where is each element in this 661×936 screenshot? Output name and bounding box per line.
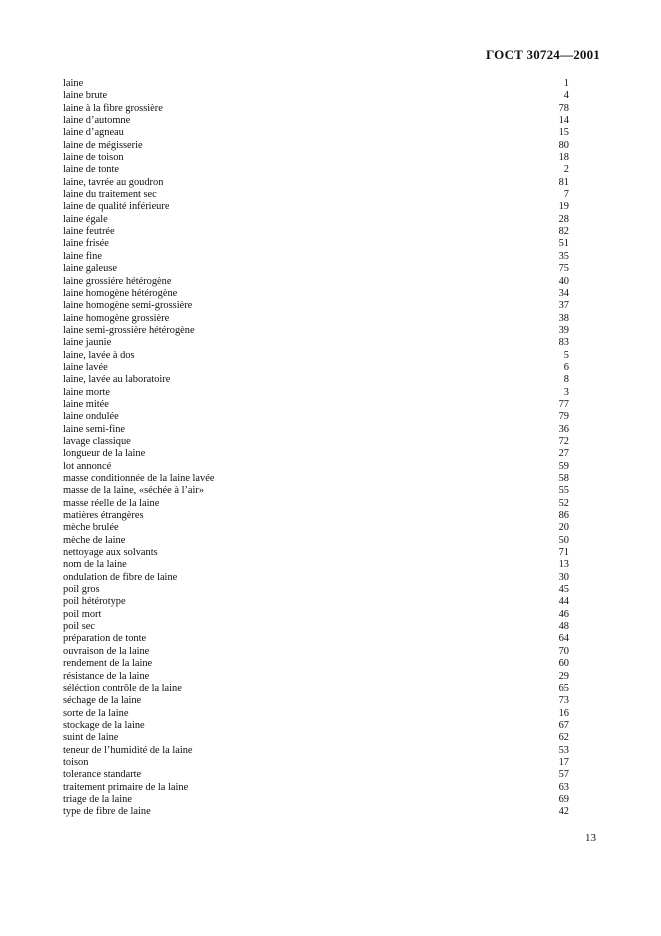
- index-term-number: 36: [558, 423, 569, 435]
- index-entry: [63, 448, 569, 460]
- index-term-number: 71: [558, 547, 569, 559]
- index-entry: [63, 362, 569, 374]
- index-term-number: 16: [558, 707, 569, 719]
- index-term: laine, lavée au laboratoire: [63, 374, 171, 386]
- index-term: séchage de la laine: [63, 695, 142, 707]
- index-term-number: 44: [558, 596, 569, 608]
- index-entry: [63, 374, 569, 386]
- index-entry: [63, 424, 569, 436]
- index-term: laine d’automne: [63, 115, 131, 127]
- term-index-list: [63, 78, 569, 819]
- index-term: poil sec: [63, 621, 96, 633]
- index-term: préparation de tonte: [63, 633, 147, 645]
- index-term-number: 39: [558, 324, 569, 336]
- index-term-number: 83: [558, 337, 569, 349]
- index-term-number: 1: [563, 78, 569, 89]
- index-term: laine de qualité inférieure: [63, 201, 170, 213]
- index-term-number: 58: [558, 473, 569, 484]
- index-entry: [63, 596, 569, 608]
- index-entry: [63, 127, 569, 139]
- index-term-number: 37: [558, 300, 569, 312]
- index-term: lavage classique: [63, 435, 131, 447]
- index-entry: [63, 658, 569, 670]
- index-entry: [63, 720, 569, 732]
- index-entry: [63, 313, 569, 325]
- index-term: laine grossiére hétérogène: [63, 275, 172, 287]
- index-entry: [63, 621, 569, 633]
- index-entry: [63, 140, 569, 152]
- index-entry: [63, 547, 569, 559]
- index-entry: [63, 745, 569, 757]
- index-term-number: 29: [558, 670, 569, 682]
- index-term-number: 40: [558, 275, 569, 287]
- page-number: 13: [585, 832, 596, 844]
- index-term-number: 38: [558, 312, 569, 324]
- index-term: laine fine: [63, 250, 102, 262]
- index-entry: [63, 646, 569, 658]
- index-term-number: 30: [558, 571, 569, 583]
- index-term-number: 73: [558, 695, 569, 707]
- index-entry: [63, 201, 569, 213]
- index-term: ouvraison de la laine: [63, 645, 150, 657]
- index-term-number: 69: [558, 793, 569, 805]
- index-term-number: 79: [558, 411, 569, 423]
- index-entry: [63, 78, 569, 90]
- index-entry: [63, 584, 569, 596]
- index-term-number: 28: [558, 213, 569, 225]
- index-term: masse conditionnée de la laine lavée: [63, 473, 215, 484]
- index-entry: [63, 708, 569, 720]
- index-term: laine à la fibre grossière: [63, 102, 163, 114]
- index-term-number: 63: [558, 781, 569, 793]
- index-entry: [63, 510, 569, 522]
- index-entry: [63, 226, 569, 238]
- index-term-number: 52: [558, 497, 569, 509]
- index-term: laine semi-grossière hétérogène: [63, 324, 195, 336]
- index-term-number: 53: [558, 744, 569, 756]
- index-term-number: 34: [558, 287, 569, 299]
- index-term: laine homogène grossière: [63, 312, 170, 324]
- index-term-number: 48: [558, 621, 569, 633]
- index-term: traitement primaire de la laine: [63, 781, 189, 793]
- index-term-number: 82: [558, 226, 569, 238]
- index-entry: [63, 485, 569, 497]
- index-term: poil mort: [63, 608, 102, 620]
- index-term: laine de tonte: [63, 164, 119, 176]
- index-entry: [63, 251, 569, 263]
- document-header: ГОСТ 30724—2001: [485, 47, 600, 62]
- index-term: laine brute: [63, 90, 108, 102]
- index-term-number: 60: [558, 658, 569, 670]
- index-term: laine morte: [63, 386, 111, 398]
- index-term-number: 2: [563, 164, 569, 176]
- index-entry: [63, 473, 569, 485]
- index-entry: [63, 189, 569, 201]
- index-entry: [63, 387, 569, 399]
- index-entry: [63, 288, 569, 300]
- index-term-number: 75: [558, 263, 569, 275]
- index-entry: [63, 757, 569, 769]
- index-term-number: 17: [558, 756, 569, 768]
- index-term-number: 59: [558, 460, 569, 472]
- index-term-number: 81: [558, 176, 569, 188]
- index-entry: [63, 152, 569, 164]
- index-term-number: 77: [558, 398, 569, 410]
- index-entry: [63, 90, 569, 102]
- index-entry: [63, 411, 569, 423]
- index-entry: [63, 732, 569, 744]
- index-entry: [63, 683, 569, 695]
- index-entry: [63, 436, 569, 448]
- index-term-number: 18: [558, 152, 569, 164]
- index-term: poil hétérotype: [63, 596, 126, 608]
- index-term-number: 78: [558, 102, 569, 114]
- index-term: laine semi-fine: [63, 423, 126, 435]
- index-term-number: 19: [558, 201, 569, 213]
- index-term-number: 57: [558, 769, 569, 781]
- index-term: résistance de la laine: [63, 670, 150, 682]
- index-term: laine homogène hétérogène: [63, 287, 178, 299]
- index-term: laine mitée: [63, 398, 109, 410]
- index-term: laine frisée: [63, 238, 109, 250]
- index-term-number: 65: [558, 682, 569, 694]
- index-term: laine du traitement sec: [63, 189, 157, 201]
- index-entry: [63, 263, 569, 275]
- index-term: séléction contrôle de la laine: [63, 682, 182, 694]
- index-entry: [63, 276, 569, 288]
- index-term-number: 70: [558, 645, 569, 657]
- index-entry: [63, 177, 569, 189]
- index-entry: [63, 559, 569, 571]
- index-term: laine ondulée: [63, 411, 119, 423]
- index-entry: [63, 325, 569, 337]
- index-term: masse réelle de la laine: [63, 497, 160, 509]
- index-entry: [63, 806, 569, 818]
- index-term: nettoyage aux solvants: [63, 547, 158, 559]
- index-entry: [63, 633, 569, 645]
- index-term-number: 8: [563, 374, 569, 386]
- index-term-number: 62: [558, 732, 569, 744]
- index-term-number: 20: [558, 522, 569, 534]
- index-term-number: 42: [558, 806, 569, 818]
- index-term: longueur de la laine: [63, 448, 146, 460]
- index-entry: [63, 498, 569, 510]
- index-term-number: 86: [558, 510, 569, 522]
- index-term-number: 50: [558, 534, 569, 546]
- index-term: mèche de laine: [63, 534, 126, 546]
- index-term: mèche brulée: [63, 522, 119, 534]
- index-term: tolerance standarte: [63, 769, 142, 781]
- index-term: laine de toison: [63, 152, 124, 164]
- index-term: masse de la laine, «séchée à l’air»: [63, 485, 205, 497]
- index-entry: [63, 572, 569, 584]
- index-entry: [63, 115, 569, 127]
- index-term: laine, tavrée au goudron: [63, 176, 164, 188]
- index-term: teneur de l’humidité de la laine: [63, 744, 193, 756]
- index-entry: [63, 164, 569, 176]
- index-term: laine galeuse: [63, 263, 117, 275]
- index-term: laine lavée: [63, 361, 108, 373]
- index-term: laine d’agneau: [63, 127, 124, 139]
- index-entry: [63, 300, 569, 312]
- index-entry: [63, 609, 569, 621]
- index-term: rendement de la laine: [63, 658, 153, 670]
- index-term: laine égale: [63, 213, 108, 225]
- index-term: matières étrangères: [63, 510, 144, 522]
- index-entry: [63, 337, 569, 349]
- index-term-number: 51: [558, 238, 569, 250]
- index-term: type de fibre de laine: [63, 806, 151, 818]
- index-entry: [63, 769, 569, 781]
- index-term: poil gros: [63, 584, 100, 596]
- index-term: suint de laine: [63, 732, 119, 744]
- index-term-number: 27: [558, 448, 569, 460]
- index-entry: [63, 522, 569, 534]
- index-term-number: 5: [563, 349, 569, 361]
- index-term-number: 46: [558, 608, 569, 620]
- index-entry: [63, 238, 569, 250]
- index-term: sorte de la laine: [63, 707, 129, 719]
- index-term: nom de la laine: [63, 559, 127, 571]
- index-term-number: 7: [563, 189, 569, 201]
- index-entry: [63, 103, 569, 115]
- index-term-number: 80: [558, 139, 569, 151]
- index-term: laine de mégisserie: [63, 139, 143, 151]
- index-entry: [63, 214, 569, 226]
- index-term-number: 6: [563, 361, 569, 373]
- index-term: stockage de la laine: [63, 719, 145, 731]
- index-term: lot annoncé: [63, 460, 112, 472]
- index-term-number: 3: [563, 386, 569, 398]
- index-term-number: 72: [558, 435, 569, 447]
- index-term: laine feutrée: [63, 226, 115, 238]
- index-term-number: 14: [558, 115, 569, 127]
- index-term: laine, lavée à dos: [63, 349, 135, 361]
- index-entry: [63, 695, 569, 707]
- index-entry: [63, 671, 569, 683]
- index-term: laine homogène semi-grossière: [63, 300, 193, 312]
- index-entry: [63, 461, 569, 473]
- index-term-number: 67: [558, 719, 569, 731]
- index-term: ondulation de fibre de laine: [63, 571, 178, 583]
- index-term-number: 55: [558, 485, 569, 497]
- index-term-number: 4: [563, 90, 569, 102]
- index-term-number: 45: [558, 584, 569, 596]
- index-term-number: 35: [558, 250, 569, 262]
- index-term-number: 15: [558, 127, 569, 139]
- index-entry: [63, 535, 569, 547]
- index-term-number: 13: [558, 559, 569, 571]
- index-term-number: 64: [558, 633, 569, 645]
- index-term: laine jaunie: [63, 337, 112, 349]
- index-entry: [63, 350, 569, 362]
- index-term: triage de la laine: [63, 793, 132, 805]
- index-entry: [63, 399, 569, 411]
- index-term: toison: [63, 756, 89, 768]
- index-entry: [63, 782, 569, 794]
- index-term: laine: [63, 78, 84, 89]
- index-entry: [63, 794, 569, 806]
